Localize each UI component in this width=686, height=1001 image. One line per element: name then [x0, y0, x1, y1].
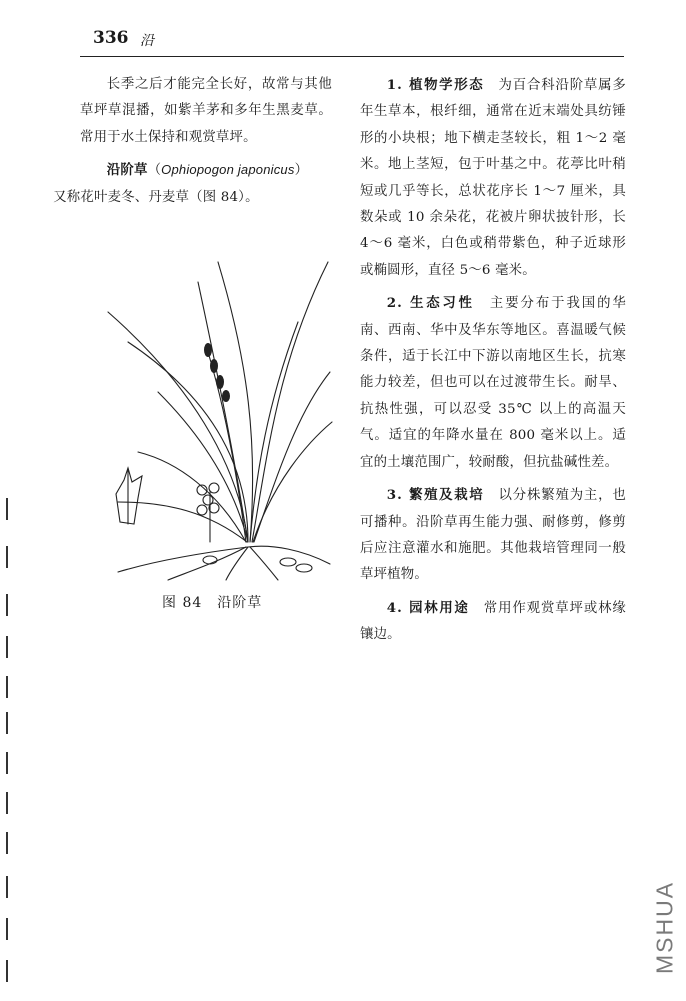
section-heading: 1. 植物学形态 [386, 77, 485, 93]
section-4 [360, 595, 626, 649]
margin-mark [6, 498, 8, 520]
section-heading: 3. 繁殖及栽培 [386, 487, 485, 504]
margin-mark [6, 752, 8, 774]
sci-open: （ [147, 163, 162, 179]
figure-caption: 图 84 沿阶草 [162, 595, 263, 611]
watermark-text: MSHUA [651, 880, 678, 975]
entry-title: 沿阶草 [106, 162, 148, 179]
margin-mark [6, 876, 8, 898]
section-text: 为百合科沿阶草属多年生草本，根纤细，通常在近末端处具纺锤形的小块根；地下横走茎较长，粗 1～2 毫米。地上茎短，包于叶基之中。花葶比叶稍短或几乎等长，总状花序长 1～7 厘米，具数朵或 10 余朵花，花被片卵状披针形，长 4～6 毫米，白色或稍带紫色，种子近球形或椭圆形，直径 5～6 毫米。 [360, 78, 626, 278]
intro-paragraph: 长季之后才能完全长好，故常与其他草坪草混播，如紫羊茅和多年生黑麦草。常用于水土保持和观赏草坪。 [80, 77, 332, 145]
margin-mark [6, 960, 8, 982]
entry-heading [53, 157, 332, 211]
right-column [360, 72, 626, 649]
watermark [648, 868, 682, 994]
scientific-name: Ophiopogon japonicus [161, 162, 295, 178]
margin-mark [6, 636, 8, 658]
section-text: 主要分布于我国的华南、西南、华中及华东等地区。喜温暖气候条件，适于长江中下游以南地区生长，抗寒能力较差，但也可以在过渡带生长。耐旱、抗热性强，可以忍受 35℃ 以上的高温天气。适宜的年降水量在 800 毫米以上。适宜的土壤范围广，较耐酸，但抗盐碱性差。 [360, 296, 626, 470]
entry-alias: 又称花叶麦冬、丹麦草（图 84）。 [53, 189, 259, 205]
section-heading: 4. 园林用途 [386, 599, 470, 616]
margin-mark [6, 546, 8, 568]
header-rule [80, 56, 624, 57]
section-1 [360, 72, 626, 284]
margin-mark [6, 712, 8, 734]
section-3 [360, 482, 626, 589]
plant-illustration [98, 242, 334, 582]
running-head: 沿 [140, 33, 154, 49]
margin-mark [6, 918, 8, 940]
section-2 [360, 290, 626, 476]
section-text: 以分株繁殖为主，也可播种。沿阶草再生能力强、耐修剪，修剪后应注意灌水和施肥。其他栽培管理同一般草坪植物。 [360, 488, 626, 583]
margin-mark [6, 792, 8, 814]
left-column [53, 72, 332, 211]
margin-mark [6, 832, 8, 854]
section-heading: 2. 生态习性 [386, 295, 475, 312]
page-number: 336 [93, 28, 129, 48]
sci-close: ） [294, 163, 309, 179]
margin-mark [6, 676, 8, 698]
section-text: 常用作观赏草坪或林缘镶边。 [360, 600, 626, 643]
margin-mark [6, 594, 8, 616]
